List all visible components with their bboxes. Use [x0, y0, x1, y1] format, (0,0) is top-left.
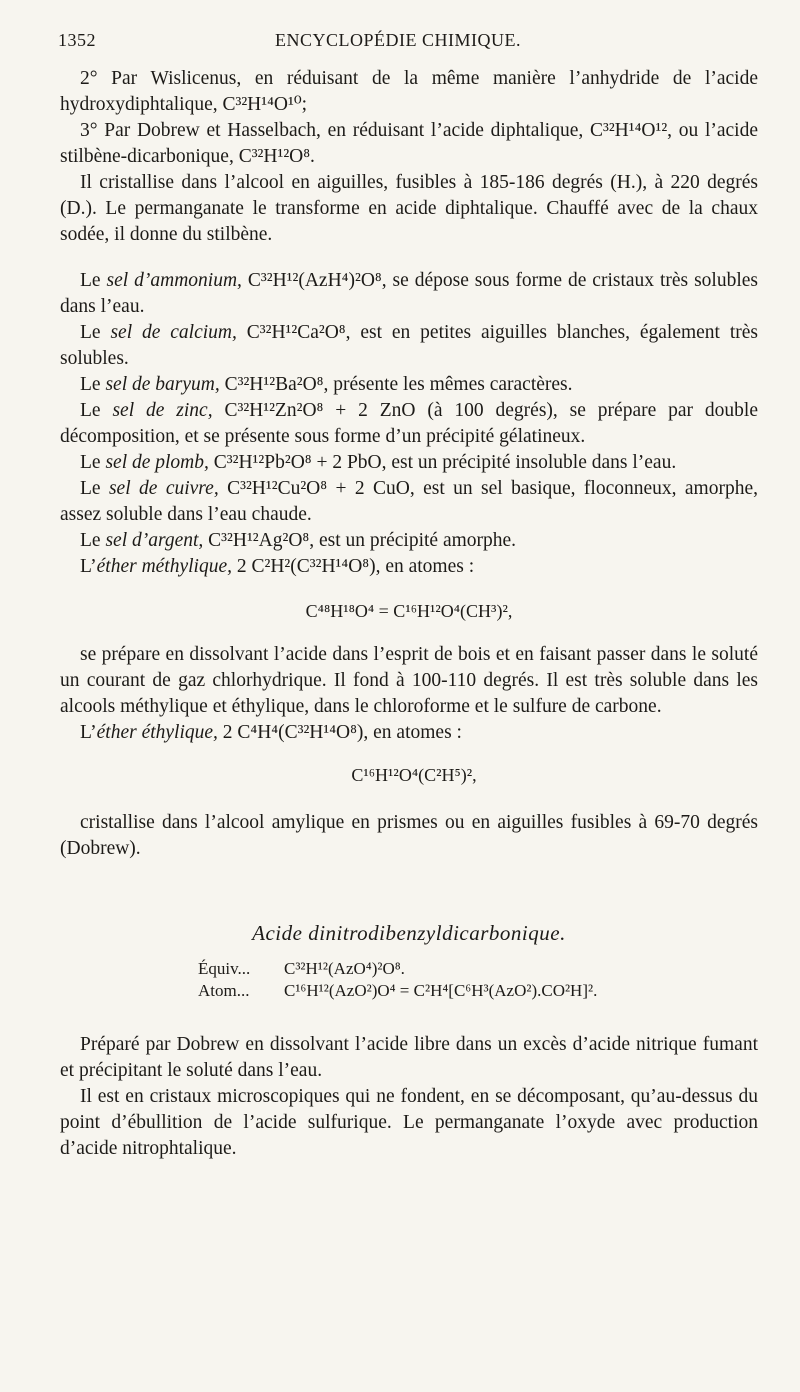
paragraph: Préparé par Dobrew en dissolvant l’acide libre dans un excès d’acide nitrique fumant et précipitant le soluté dans l’eau.	[60, 1034, 758, 1081]
salt-description: C³²H¹²Ag²O⁸, est un précipité amorphe.	[203, 530, 517, 551]
chemical-formula: C¹⁶H¹²O⁴(C²H⁵)²,	[351, 765, 477, 785]
paragraph-barium-salt: Le sel de baryum, C³²H¹²Ba²O⁸, présente les mêmes caractères.	[80, 374, 573, 395]
salt-name: sel de plomb,	[105, 452, 209, 473]
formula-label: Atom...	[198, 981, 250, 1000]
formula-value: C³²H¹²(AzO⁴)²O⁸.	[284, 959, 405, 978]
paragraph: Il est en cristaux microscopiques qui ne fondent, en se décomposant, qu’au-dessus du point d’ébullition de l’acide sulfurique. Le permanganate l’oxyde avec production d’acide nitrophtalique.	[60, 1086, 758, 1159]
page-body	[60, 66, 758, 1162]
formula-value: C¹⁶H¹²(AzO²)O⁴ = C²H⁴[C⁶H³(AzO²).CO²H]².	[284, 981, 598, 1000]
salt-name: sel d’argent,	[105, 530, 204, 551]
salt-description: C³²H¹²Cu²O⁸ + 2 CuO, est un sel basique, floconneux, amorphe, assez soluble dans l’eau chaude.	[60, 478, 758, 525]
paragraph: se prépare en dissolvant l’acide dans l’esprit de bois et en faisant passer dans le soluté un courant de gaz chlorhydrique. Il fond à 100-110 degrés. Il est très soluble dans les alcools méthylique et éthylique, dans le chloroforme et le sulfure de carbone.	[60, 644, 758, 717]
salt-name: sel de zinc,	[112, 400, 213, 421]
formula-atom-row	[198, 980, 758, 1002]
salt-name: sel de calcium,	[110, 322, 237, 343]
paragraph-ethyl-ether: L’éther éthylique, 2 C⁴H⁴(C³²H¹⁴O⁸), en atomes :	[80, 722, 462, 743]
paragraph-zinc-salt: Le sel de zinc, C³²H¹²Zn²O⁸ + 2 ZnO (à 100 degrés), se prépare par double décomposition, et se présente sous forme d’un précipité gélatineux.	[60, 400, 758, 447]
paragraph: 2° Par Wislicenus, en réduisant de la même manière l’anhydride de l’acide hydroxydiphtalique, C³²H¹⁴O¹⁰;	[60, 68, 758, 115]
paragraph: 3° Par Dobrew et Hasselbach, en réduisant l’acide diphtalique, C³²H¹⁴O¹², ou l’acide stilbène-dicarbonique, C³²H¹²O⁸.	[60, 120, 758, 167]
salt-description: C³²H¹²(AzH⁴)²O⁸, se dépose sous forme de cristaux très solubles dans l’eau.	[60, 270, 759, 317]
page-number: 1352	[58, 30, 96, 50]
paragraph-lead-salt: Le sel de plomb, C³²H¹²Pb²O⁸ + 2 PbO, est un précipité insoluble dans l’eau.	[80, 452, 677, 473]
ether-name: éther éthylique,	[96, 722, 218, 743]
ether-description: 2 C²H²(C³²H¹⁴O⁸), en atomes :	[232, 556, 475, 577]
salt-description: C³²H¹²Pb²O⁸ + 2 PbO, est un précipité insoluble dans l’eau.	[208, 452, 677, 473]
salt-name: sel d’ammonium,	[106, 270, 242, 291]
formula-equiv-row	[198, 958, 758, 980]
running-header	[58, 30, 738, 60]
salt-name: sel de cuivre,	[108, 478, 219, 499]
salt-description: C³²H¹²Ba²O⁸, présente les mêmes caractères.	[219, 374, 573, 395]
salt-name: sel de baryum,	[105, 374, 220, 395]
salt-description: C³²H¹²Ca²O⁸, est en petites aiguilles blanches, également très solubles.	[60, 322, 759, 369]
ether-description: 2 C⁴H⁴(C³²H¹⁴O⁸), en atomes :	[217, 722, 462, 743]
paragraph-methyl-ether: L’éther méthylique, 2 C²H²(C³²H¹⁴O⁸), en atomes :	[80, 556, 475, 577]
paragraph: cristallise dans l’alcool amylique en prismes ou en aiguilles fusibles à 69-70 degrés (Dobrew).	[60, 812, 758, 859]
salt-description: C³²H¹²Zn²O⁸ + 2 ZnO (à 100 degrés), se prépare par double décomposition, et se présente sous forme d’un précipité gélatineux.	[60, 400, 758, 447]
formula-label: Équiv...	[198, 959, 251, 978]
ether-name: éther méthylique,	[96, 556, 232, 577]
section-title: Acide dinitrodibenzyldicarbonique.	[252, 921, 566, 945]
paragraph-copper-salt: Le sel de cuivre, C³²H¹²Cu²O⁸ + 2 CuO, est un sel basique, floconneux, amorphe, assez soluble dans l’eau chaude.	[60, 478, 758, 525]
paragraph-calcium-salt: Le sel de calcium, C³²H¹²Ca²O⁸, est en petites aiguilles blanches, également très solubles.	[60, 322, 759, 369]
chemical-formula: C⁴⁸H¹⁸O⁴ = C¹⁶H¹²O⁴(CH³)²,	[305, 601, 513, 621]
paragraph-ammonium-salt: Le sel d’ammonium, C³²H¹²(AzH⁴)²O⁸, se dépose sous forme de cristaux très solubles dans l’eau.	[60, 270, 759, 317]
paragraph-silver-salt: Le sel d’argent, C³²H¹²Ag²O⁸, est un précipité amorphe.	[80, 530, 517, 551]
running-title: ENCYCLOPÉDIE CHIMIQUE.	[275, 30, 521, 50]
paragraph: Il cristallise dans l’alcool en aiguilles, fusibles à 185-186 degrés (H.), à 220 degrés (D.). Le permanganate le transforme en acide diphtalique. Chauffé avec de la chaux sodée, il donne du stilbène.	[60, 172, 758, 245]
